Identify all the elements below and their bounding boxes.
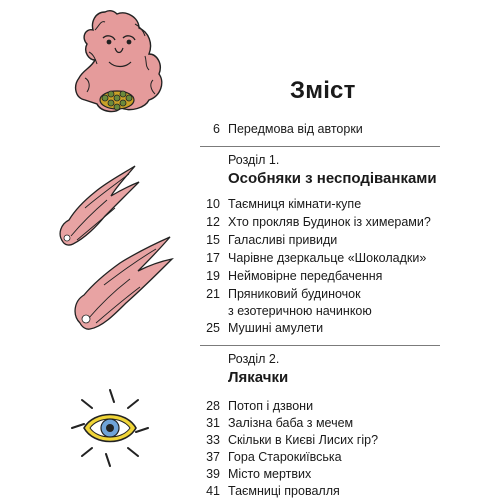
entry-title: Залізна баба з мечем [228,416,354,430]
entry-title: Пряниковий будиночок [228,287,361,301]
eye-illustration [70,388,150,468]
section-1-title: Особняки з несподіванками [228,170,437,187]
entry-title: Скільки в Києві Лисих гір? [228,433,379,447]
entry-title: Передмова від авторки [228,122,363,136]
page-number: 33 [206,433,220,447]
entry-title: Мушині амулети [228,321,324,335]
page-number: 15 [206,233,220,247]
entry-title: Таємниці провалля [228,484,340,498]
page-number: 17 [206,251,220,265]
page-number: 31 [206,416,220,430]
entry-title: Галасливі привиди [228,233,338,247]
divider [200,146,440,147]
page-number: 10 [206,197,220,211]
entry-title: Гора Старокиївська [228,450,342,464]
entry-title: Місто мертвих [228,467,312,481]
page-number: 25 [206,321,220,335]
page-number: 41 [206,484,220,498]
gargoyle-illustration [65,8,170,118]
section-2-title: Лякачки [228,369,289,386]
entry-title: Хто прокляв Будинок із химерами? [228,215,431,229]
page-number: 39 [206,467,220,481]
entry-title: Потоп і дзвони [228,399,314,413]
page-number: 6 [213,122,220,136]
page-number: 19 [206,269,220,283]
page-number: 37 [206,450,220,464]
entry-title: Таємниця кімнати-купе [228,197,362,211]
section-1-label: Розділ 1. [228,153,280,167]
entry-title: Чарівне дзеркальце «Шоколадки» [228,251,427,265]
section-2-label: Розділ 2. [228,352,280,366]
divider [200,345,440,346]
entry-title-continued: з езотеричною начинкою [228,304,372,318]
page-number: 28 [206,399,220,413]
page-number: 21 [206,287,220,301]
page-number: 12 [206,215,220,229]
comet-illustration-bottom [70,235,175,335]
entry-title: Неймовірне передбачення [228,269,383,283]
page-title: Зміст [290,77,356,104]
